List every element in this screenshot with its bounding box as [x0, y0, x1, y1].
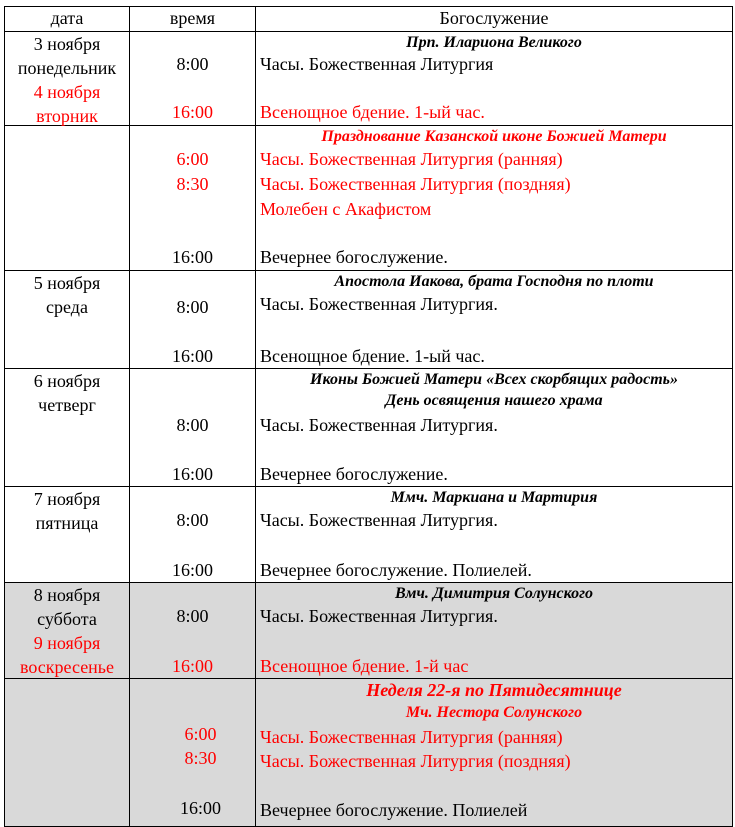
- service-cell: [256, 271, 733, 369]
- time: 8:00: [176, 510, 209, 530]
- service: Всенощное бдение. 1-ый час.: [260, 102, 485, 122]
- time: 8:00: [176, 606, 209, 626]
- service: Часы. Божественная Литургия.: [260, 606, 498, 626]
- date-cell: [5, 369, 130, 487]
- service: Всенощное бдение. 1-ый час.: [260, 346, 485, 366]
- day-weekday: четверг: [38, 395, 96, 415]
- service: Часы. Божественная Литургия (поздняя): [260, 174, 571, 194]
- feast-title: Иконы Божией Матери «Всех скорбящих радость»: [310, 371, 678, 388]
- time: 16:00: [171, 656, 213, 676]
- day-date: 7 ноября: [33, 489, 101, 509]
- time-cell: [130, 32, 256, 126]
- day-row: [5, 487, 733, 583]
- service: Молебен с Акафистом: [260, 199, 432, 219]
- time: 16:00: [171, 346, 213, 366]
- service: Вечернее богослужение.: [260, 464, 448, 484]
- feast-title: Ммч. Маркиана и Мартирия: [390, 489, 598, 506]
- service: Часы. Божественная Литургия.: [260, 510, 498, 530]
- day-row: [5, 369, 733, 487]
- date-cell: [5, 82, 130, 271]
- time: 16:00: [171, 102, 213, 122]
- day-row: [5, 126, 733, 271]
- service-cell: [256, 583, 733, 679]
- service-cell: [256, 369, 733, 487]
- day-weekday: суббота: [37, 609, 97, 629]
- schedule-table: [4, 6, 733, 827]
- day-weekday: понедельник: [17, 58, 117, 78]
- feast-title: Апостола Иакова, брата Господня по плоти: [334, 273, 654, 290]
- service: Вечернее богослужение. Полиелей: [260, 800, 528, 820]
- service: Часы. Божественная Литургия.: [260, 294, 498, 314]
- feast-title: Вмч. Димитрия Солунского: [395, 585, 593, 602]
- service: Всенощное бдение. 1-й час: [260, 656, 469, 676]
- day-weekday: среда: [46, 297, 88, 317]
- service: Вечернее богослужение.: [260, 247, 448, 267]
- header-date: дата: [5, 7, 130, 32]
- service: Часы. Божественная Литургия (ранняя): [260, 727, 563, 747]
- service-cell: [256, 126, 733, 271]
- feast-title: Празднование Казанской иконе Божией Матери: [321, 128, 667, 145]
- day-weekday: воскресенье: [19, 657, 115, 677]
- date-cell: [5, 487, 130, 583]
- feast-subtitle: День освящения нашего храма: [385, 392, 603, 409]
- feast-title: Неделя 22-я по Пятидесятнице: [366, 680, 622, 700]
- time-cell: [130, 126, 256, 271]
- day-date: 4 ноября: [33, 82, 101, 102]
- day-date: 8 ноября: [33, 585, 101, 605]
- day-row: [5, 271, 733, 369]
- day-weekday: пятница: [35, 513, 99, 533]
- time-cell: [130, 583, 256, 679]
- time-cell: [130, 369, 256, 487]
- service-cell: [256, 487, 733, 583]
- date-cell: [5, 633, 130, 827]
- service: Часы. Божественная Литургия (поздняя): [260, 751, 571, 771]
- time: 8:00: [176, 297, 209, 317]
- day-row: [5, 679, 733, 827]
- service-cell: [256, 32, 733, 126]
- time: 6:00: [184, 724, 217, 744]
- time: 8:00: [176, 54, 209, 74]
- time: 16:00: [171, 464, 213, 484]
- service: Часы. Божественная Литургия: [260, 54, 494, 74]
- service: Часы. Божественная Литургия.: [260, 415, 498, 435]
- header-row: [5, 7, 733, 32]
- header-time: время: [130, 7, 256, 32]
- time: 16:00: [171, 247, 213, 267]
- time: 16:00: [179, 798, 221, 818]
- day-date: 6 ноября: [33, 371, 101, 391]
- time: 8:30: [176, 174, 209, 194]
- feast-subtitle: Мч. Нестора Солунского: [405, 704, 583, 721]
- time-cell: [130, 679, 256, 827]
- time: 8:00: [176, 415, 209, 435]
- time-cell: [130, 271, 256, 369]
- service: Часы. Божественная Литургия (ранняя): [260, 149, 563, 169]
- header-service: Богослужение: [256, 7, 733, 32]
- day-date: 9 ноября: [33, 633, 101, 653]
- time-cell: [130, 487, 256, 583]
- service-cell: [256, 679, 733, 827]
- time: 16:00: [171, 560, 213, 580]
- time: 8:30: [184, 748, 217, 768]
- date-cell: [5, 271, 130, 369]
- feast-title: Прп. Илариона Великого: [406, 34, 582, 51]
- day-date: 5 ноября: [33, 273, 101, 293]
- time: 6:00: [176, 149, 209, 169]
- day-weekday: вторник: [36, 106, 98, 126]
- day-date: 3 ноября: [33, 34, 101, 54]
- service: Вечернее богослужение. Полиелей.: [260, 560, 532, 580]
